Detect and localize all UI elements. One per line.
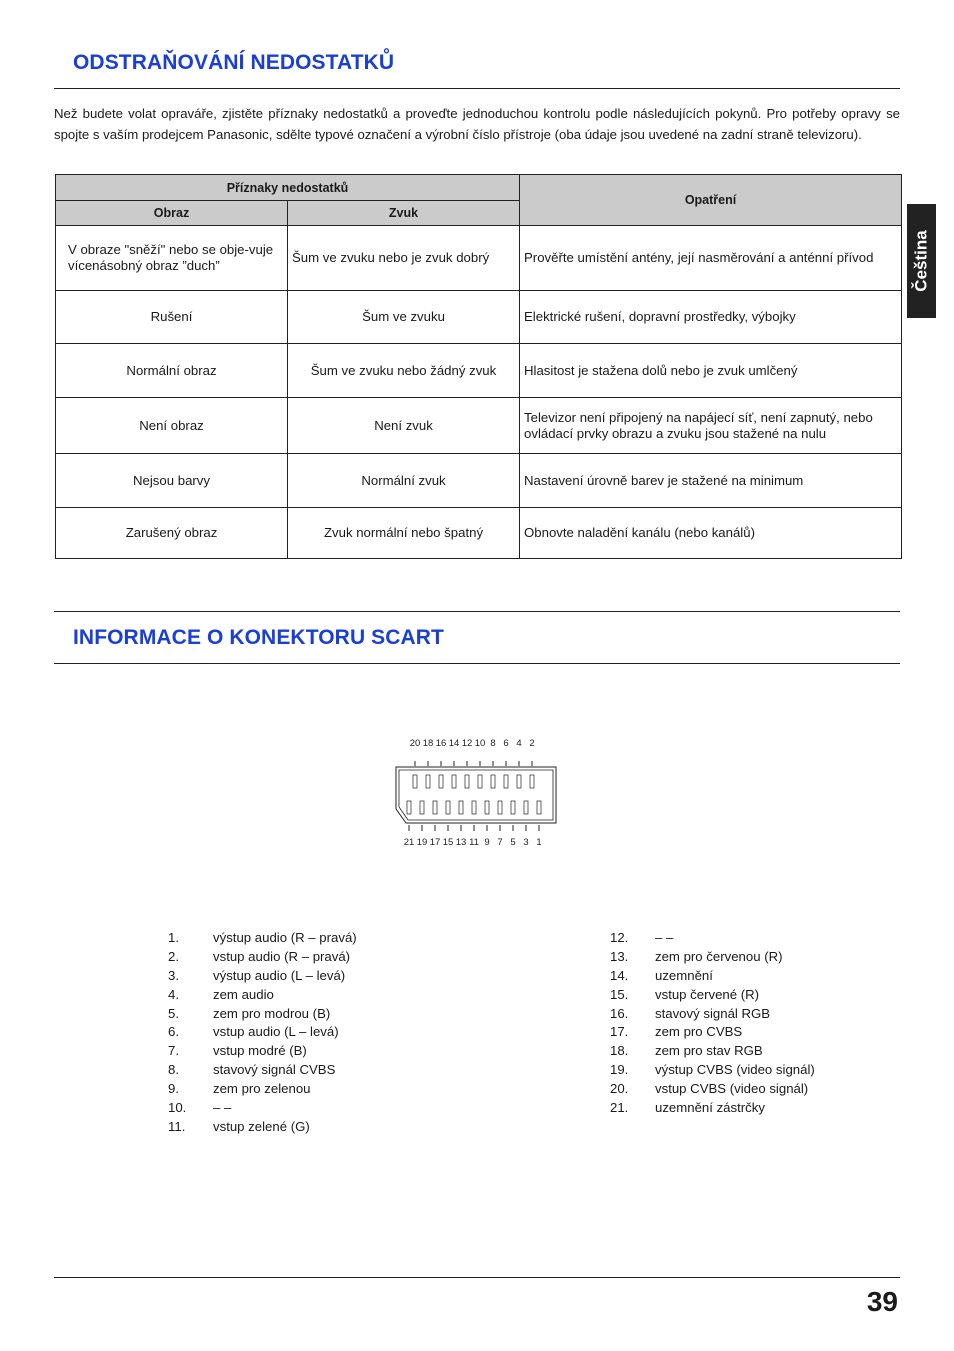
pin-label-top: 16 <box>435 738 447 749</box>
scart-connector-diagram <box>392 735 572 853</box>
pin-slot-top <box>452 775 456 788</box>
pin-number: 11. <box>168 1118 186 1134</box>
section-divider-bottom <box>54 663 900 664</box>
pin-slot-top <box>426 775 430 788</box>
table-row <box>56 344 902 398</box>
pin-item <box>168 967 357 986</box>
pin-description: výstup audio (L – levá) <box>213 967 346 983</box>
pin-slot-bottom <box>485 801 489 814</box>
bottom-pin-labels <box>404 837 542 848</box>
pin-number: 8. <box>168 1062 179 1078</box>
pin-description: zem pro červenou (R) <box>655 948 783 964</box>
cell-remedy: Elektrické rušení, dopravní prostředky, výbojky <box>520 291 902 344</box>
pin-item <box>610 1023 815 1042</box>
pin-label-bottom: 11 <box>469 837 479 848</box>
pin-slot-bottom <box>524 801 528 814</box>
pin-description: – – <box>655 930 674 945</box>
pin-label-bottom: 13 <box>455 837 467 848</box>
pin-label-top: 2 <box>529 738 535 749</box>
intro-paragraph: Než budete volat opraváře, zjistěte příznaky nedostatků a proveďte jednoduchou kontrolu podle následujících pokynů. Pro potřeby opravy se spojte s vaším prodejcem Panasonic, sdělte typové označení a výrobní číslo přístroje (oba údaje jsou uvedené na zadní straně televizoru). <box>54 106 900 142</box>
pin-label-top: 6 <box>503 738 509 749</box>
pin-number: 15. <box>610 986 629 1002</box>
bottom-pin-slots <box>407 801 541 814</box>
pin-description: uzemnění zástrčky <box>655 1100 765 1116</box>
footer-rule <box>54 1277 900 1278</box>
pin-description: stavový signál CVBS <box>213 1062 336 1078</box>
pin-item <box>610 1005 815 1024</box>
pin-item <box>610 967 815 986</box>
pin-number: 5. <box>168 1005 179 1021</box>
pin-label-bottom: 3 <box>523 837 529 848</box>
pin-item <box>610 948 815 967</box>
pin-number: 14. <box>610 967 629 983</box>
pin-list-left <box>168 929 357 1137</box>
pin-number: 9. <box>168 1081 179 1097</box>
top-pin-labels <box>410 738 535 749</box>
cell-sound: Šum ve zvuku nebo žádný zvuk <box>288 344 520 398</box>
pin-number: 16. <box>610 1005 629 1021</box>
cell-picture: V obraze "sněží" nebo se obje-vuje vícenásobný obraz ”duch” <box>56 226 288 291</box>
header-remedy: Opatření <box>520 175 902 226</box>
cell-remedy: Hlasitost je stažena dolů nebo je zvuk umlčený <box>520 344 902 398</box>
pin-label-bottom: 5 <box>510 837 516 848</box>
cell-picture: Není obraz <box>56 398 288 454</box>
page-number: 39 <box>866 1286 898 1317</box>
pin-item <box>168 1061 357 1080</box>
pin-item <box>168 1005 357 1024</box>
pin-number: 3. <box>168 967 179 983</box>
pin-label-top: 8 <box>490 738 496 749</box>
pin-item <box>168 1118 357 1137</box>
pin-description: vstup červené (R) <box>655 986 760 1002</box>
pin-slot-bottom <box>537 801 541 814</box>
pin-description: uzemnění <box>655 967 713 983</box>
pin-description: výstup CVBS (video signál) <box>655 1062 815 1078</box>
pin-item <box>610 1061 815 1080</box>
pin-item <box>168 948 357 967</box>
pin-slot-bottom <box>459 801 463 814</box>
pin-number: 21. <box>610 1100 629 1116</box>
pin-slot-bottom <box>511 801 515 814</box>
pin-slot-bottom <box>446 801 450 814</box>
table-row <box>56 398 902 454</box>
pin-slot-bottom <box>420 801 424 814</box>
connector-outline <box>396 767 556 823</box>
pin-slot-bottom <box>433 801 437 814</box>
pin-description: výstup audio (R – pravá) <box>213 930 357 945</box>
cell-picture: Rušení <box>56 291 288 344</box>
language-tab <box>907 204 936 318</box>
pin-number: 6. <box>168 1024 179 1040</box>
pin-item <box>610 929 815 948</box>
pin-label-top: 14 <box>448 738 460 749</box>
pin-slot-top <box>465 775 469 788</box>
pin-description: – – <box>213 1100 232 1116</box>
pin-slot-top <box>530 775 534 788</box>
pin-number: 20. <box>610 1081 629 1097</box>
pin-number: 2. <box>168 948 179 964</box>
pin-label-bottom: 21 <box>403 837 415 848</box>
header-sound: Zvuk <box>288 201 520 226</box>
bottom-pin-ticks <box>409 825 539 831</box>
pin-slot-top <box>439 775 443 788</box>
pin-slot-top <box>504 775 508 788</box>
cell-sound: Šum ve zvuku nebo je zvuk dobrý <box>288 226 520 291</box>
pin-description: vstup zelené (G) <box>213 1118 310 1134</box>
pin-item <box>610 986 815 1005</box>
table-row <box>56 508 902 559</box>
cell-remedy: Nastavení úrovně barev je stažené na minimum <box>520 454 902 508</box>
section-title-troubleshooting: ODSTRAŇOVÁNÍ NEDOSTATKŮ <box>73 51 395 74</box>
pin-description: vstup CVBS (video signál) <box>655 1081 809 1097</box>
title-underline <box>54 88 900 89</box>
pin-label-bottom: 19 <box>416 837 428 848</box>
pin-number: 10. <box>168 1100 187 1116</box>
cell-remedy: Televizor není připojený na napájecí síť, není zapnutý, nebo ovládací prvky obrazu a zvuku jsou stažené na nulu <box>520 398 902 454</box>
table-row <box>56 454 902 508</box>
pin-item <box>168 1099 357 1118</box>
pin-number: 7. <box>168 1043 179 1059</box>
pin-number: 19. <box>610 1062 629 1078</box>
troubleshooting-table <box>55 174 902 559</box>
pin-description: vstup audio (L – levá) <box>213 1024 339 1040</box>
language-tab-label: Čeština <box>911 230 931 292</box>
top-pin-ticks <box>415 761 532 766</box>
pin-number: 17. <box>610 1024 629 1040</box>
pin-number: 12. <box>610 930 629 945</box>
pin-description: zem pro stav RGB <box>655 1043 763 1059</box>
pin-item <box>168 1023 357 1042</box>
pin-slot-top <box>517 775 521 788</box>
cell-sound: Zvuk normální nebo špatný <box>288 508 520 559</box>
pin-number: 1. <box>168 930 179 945</box>
pin-label-top: 12 <box>461 738 473 749</box>
pin-description: vstup audio (R – pravá) <box>213 948 351 964</box>
pin-description: zem pro modrou (B) <box>213 1005 331 1021</box>
pin-slot-top <box>413 775 417 788</box>
pin-label-top: 18 <box>422 738 434 749</box>
pin-item <box>168 986 357 1005</box>
pin-list-right <box>610 929 815 1118</box>
pin-label-bottom: 1 <box>536 837 542 848</box>
section-title-scart: INFORMACE O KONEKTORU SCART <box>73 626 444 649</box>
pin-slot-bottom <box>407 801 411 814</box>
header-picture: Obraz <box>56 201 288 226</box>
pin-number: 13. <box>610 948 629 964</box>
pin-item <box>610 1042 815 1061</box>
pin-label-top: 10 <box>474 738 486 749</box>
pin-description: zem pro zelenou <box>213 1081 311 1097</box>
cell-sound: Není zvuk <box>288 398 520 454</box>
pin-label-bottom: 17 <box>429 837 441 848</box>
pin-number: 4. <box>168 986 179 1002</box>
cell-remedy: Obnovte naladění kanálu (nebo kanálů) <box>520 508 902 559</box>
pin-slot-top <box>478 775 482 788</box>
table-row <box>56 226 902 291</box>
section-divider-top <box>54 611 900 612</box>
pin-label-top: 20 <box>409 738 421 749</box>
pin-item <box>610 1099 815 1118</box>
cell-remedy: Prověřte umístění antény, její nasměrování a anténní přívod <box>520 226 902 291</box>
pin-description: zem pro CVBS <box>655 1024 743 1040</box>
cell-picture: Nejsou barvy <box>56 454 288 508</box>
pin-item <box>168 1042 357 1061</box>
pin-label-bottom: 7 <box>497 837 503 848</box>
header-symptoms: Příznaky nedostatků <box>56 175 520 201</box>
cell-picture: Zarušený obraz <box>56 508 288 559</box>
pin-description: vstup modré (B) <box>213 1043 307 1059</box>
pin-label-bottom: 9 <box>484 837 490 848</box>
pin-number: 18. <box>610 1043 629 1059</box>
pin-label-top: 4 <box>516 738 522 749</box>
cell-sound: Šum ve zvuku <box>288 291 520 344</box>
pin-description: zem audio <box>213 986 274 1002</box>
top-pin-slots <box>413 775 534 788</box>
pin-item <box>610 1080 815 1099</box>
pin-label-bottom: 15 <box>442 837 454 848</box>
pin-item <box>168 929 357 948</box>
pin-slot-bottom <box>472 801 476 814</box>
cell-picture: Normální obraz <box>56 344 288 398</box>
pin-description: stavový signál RGB <box>655 1005 771 1021</box>
cell-sound: Normální zvuk <box>288 454 520 508</box>
pin-slot-bottom <box>498 801 502 814</box>
pin-slot-top <box>491 775 495 788</box>
table-row <box>56 291 902 344</box>
pin-item <box>168 1080 357 1099</box>
